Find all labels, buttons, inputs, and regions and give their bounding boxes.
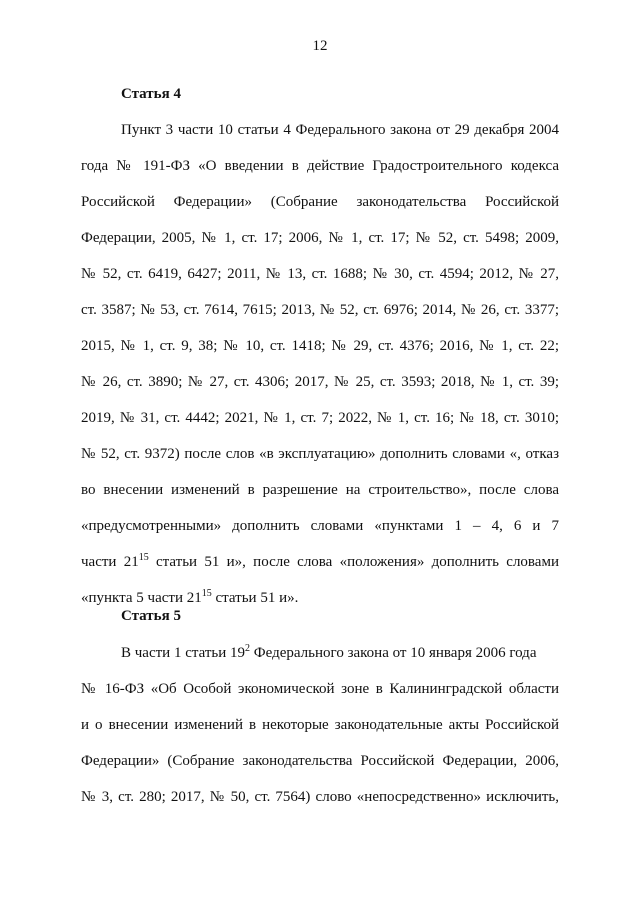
article-5-line: № 16-ФЗ «Об Особой экономической зоне в Калининградской области	[81, 681, 559, 697]
article-4-line: № 52, ст. 6419, 6427; 2011, № 13, ст. 1688; № 30, ст. 4594; 2012, № 27,	[81, 266, 559, 282]
article-4-line: № 26, ст. 3890; № 27, ст. 4306; 2017, № 25, ст. 3593; 2018, № 1, ст. 39;	[81, 374, 559, 390]
article-5-line: и о внесении изменений в некоторые законодательные акты Российской	[81, 717, 559, 733]
superscript-15: 15	[138, 552, 149, 563]
article-5-heading: Статья 5	[121, 608, 181, 624]
article-4-line: Российской Федерации» (Собрание законодательства Российской	[81, 194, 559, 210]
article-4-line: 2015, № 1, ст. 9, 38; № 10, ст. 1418; № 29, ст. 4376; 2016, № 1, ст. 22;	[81, 338, 559, 354]
article-4-line: ст. 3587; № 53, ст. 7614, 7615; 2013, № 52, ст. 6976; 2014, № 26, ст. 3377;	[81, 302, 559, 318]
superscript-15: 15	[201, 588, 212, 599]
article-5-line	[81, 643, 559, 679]
article-4-line: во внесении изменений в разрешение на строительство», после слова	[81, 482, 559, 498]
article-4-line: Федерации, 2005, № 1, ст. 17; 2006, № 1, ст. 17; № 52, ст. 5498; 2009,	[81, 230, 559, 246]
article-4-line-13-text: части 21	[81, 554, 139, 570]
article-5-line-1-text: В части 1 статьи 19	[121, 645, 246, 661]
article-4-line: 2019, № 31, ст. 4442; 2021, № 1, ст. 7; 2022, № 1, ст. 16; № 18, ст. 3010;	[81, 410, 559, 426]
article-5-line: № 3, ст. 280; 2017, № 50, ст. 7564) слово «непосредственно» исключить,	[81, 789, 559, 805]
article-4-line: года № 191-ФЗ «О введении в действие Градостроительного кодекса	[81, 158, 559, 174]
article-4-line: Пункт 3 части 10 статьи 4 Федерального закона от 29 декабря 2004	[121, 122, 559, 138]
article-4-line-14-text: статьи 51 и».	[211, 590, 299, 606]
article-4-line: № 52, ст. 9372) после слов «в эксплуатацию» дополнить словами «, отказ	[81, 446, 559, 462]
article-4-paragraph	[81, 120, 559, 624]
article-4-line-13-text: статьи 51 и», после слова «положения» дополнить словами	[148, 554, 559, 570]
article-4-heading: Статья 4	[121, 86, 181, 102]
article-4-line: «предусмотренными» дополнить словами «пунктами 1 – 4, 6 и 7	[81, 518, 559, 534]
article-4-line	[81, 552, 559, 588]
article-5-line-1-text: Федерального закона от 10 января 2006 года	[250, 645, 537, 661]
article-4-line-14-text: «пункта 5 части 21	[81, 590, 202, 606]
page-number: 12	[312, 38, 328, 54]
superscript-2: 2	[245, 643, 251, 654]
article-5-line: Федерации» (Собрание законодательства Российской Федерации, 2006,	[81, 753, 559, 769]
article-5-paragraph	[81, 643, 559, 823]
